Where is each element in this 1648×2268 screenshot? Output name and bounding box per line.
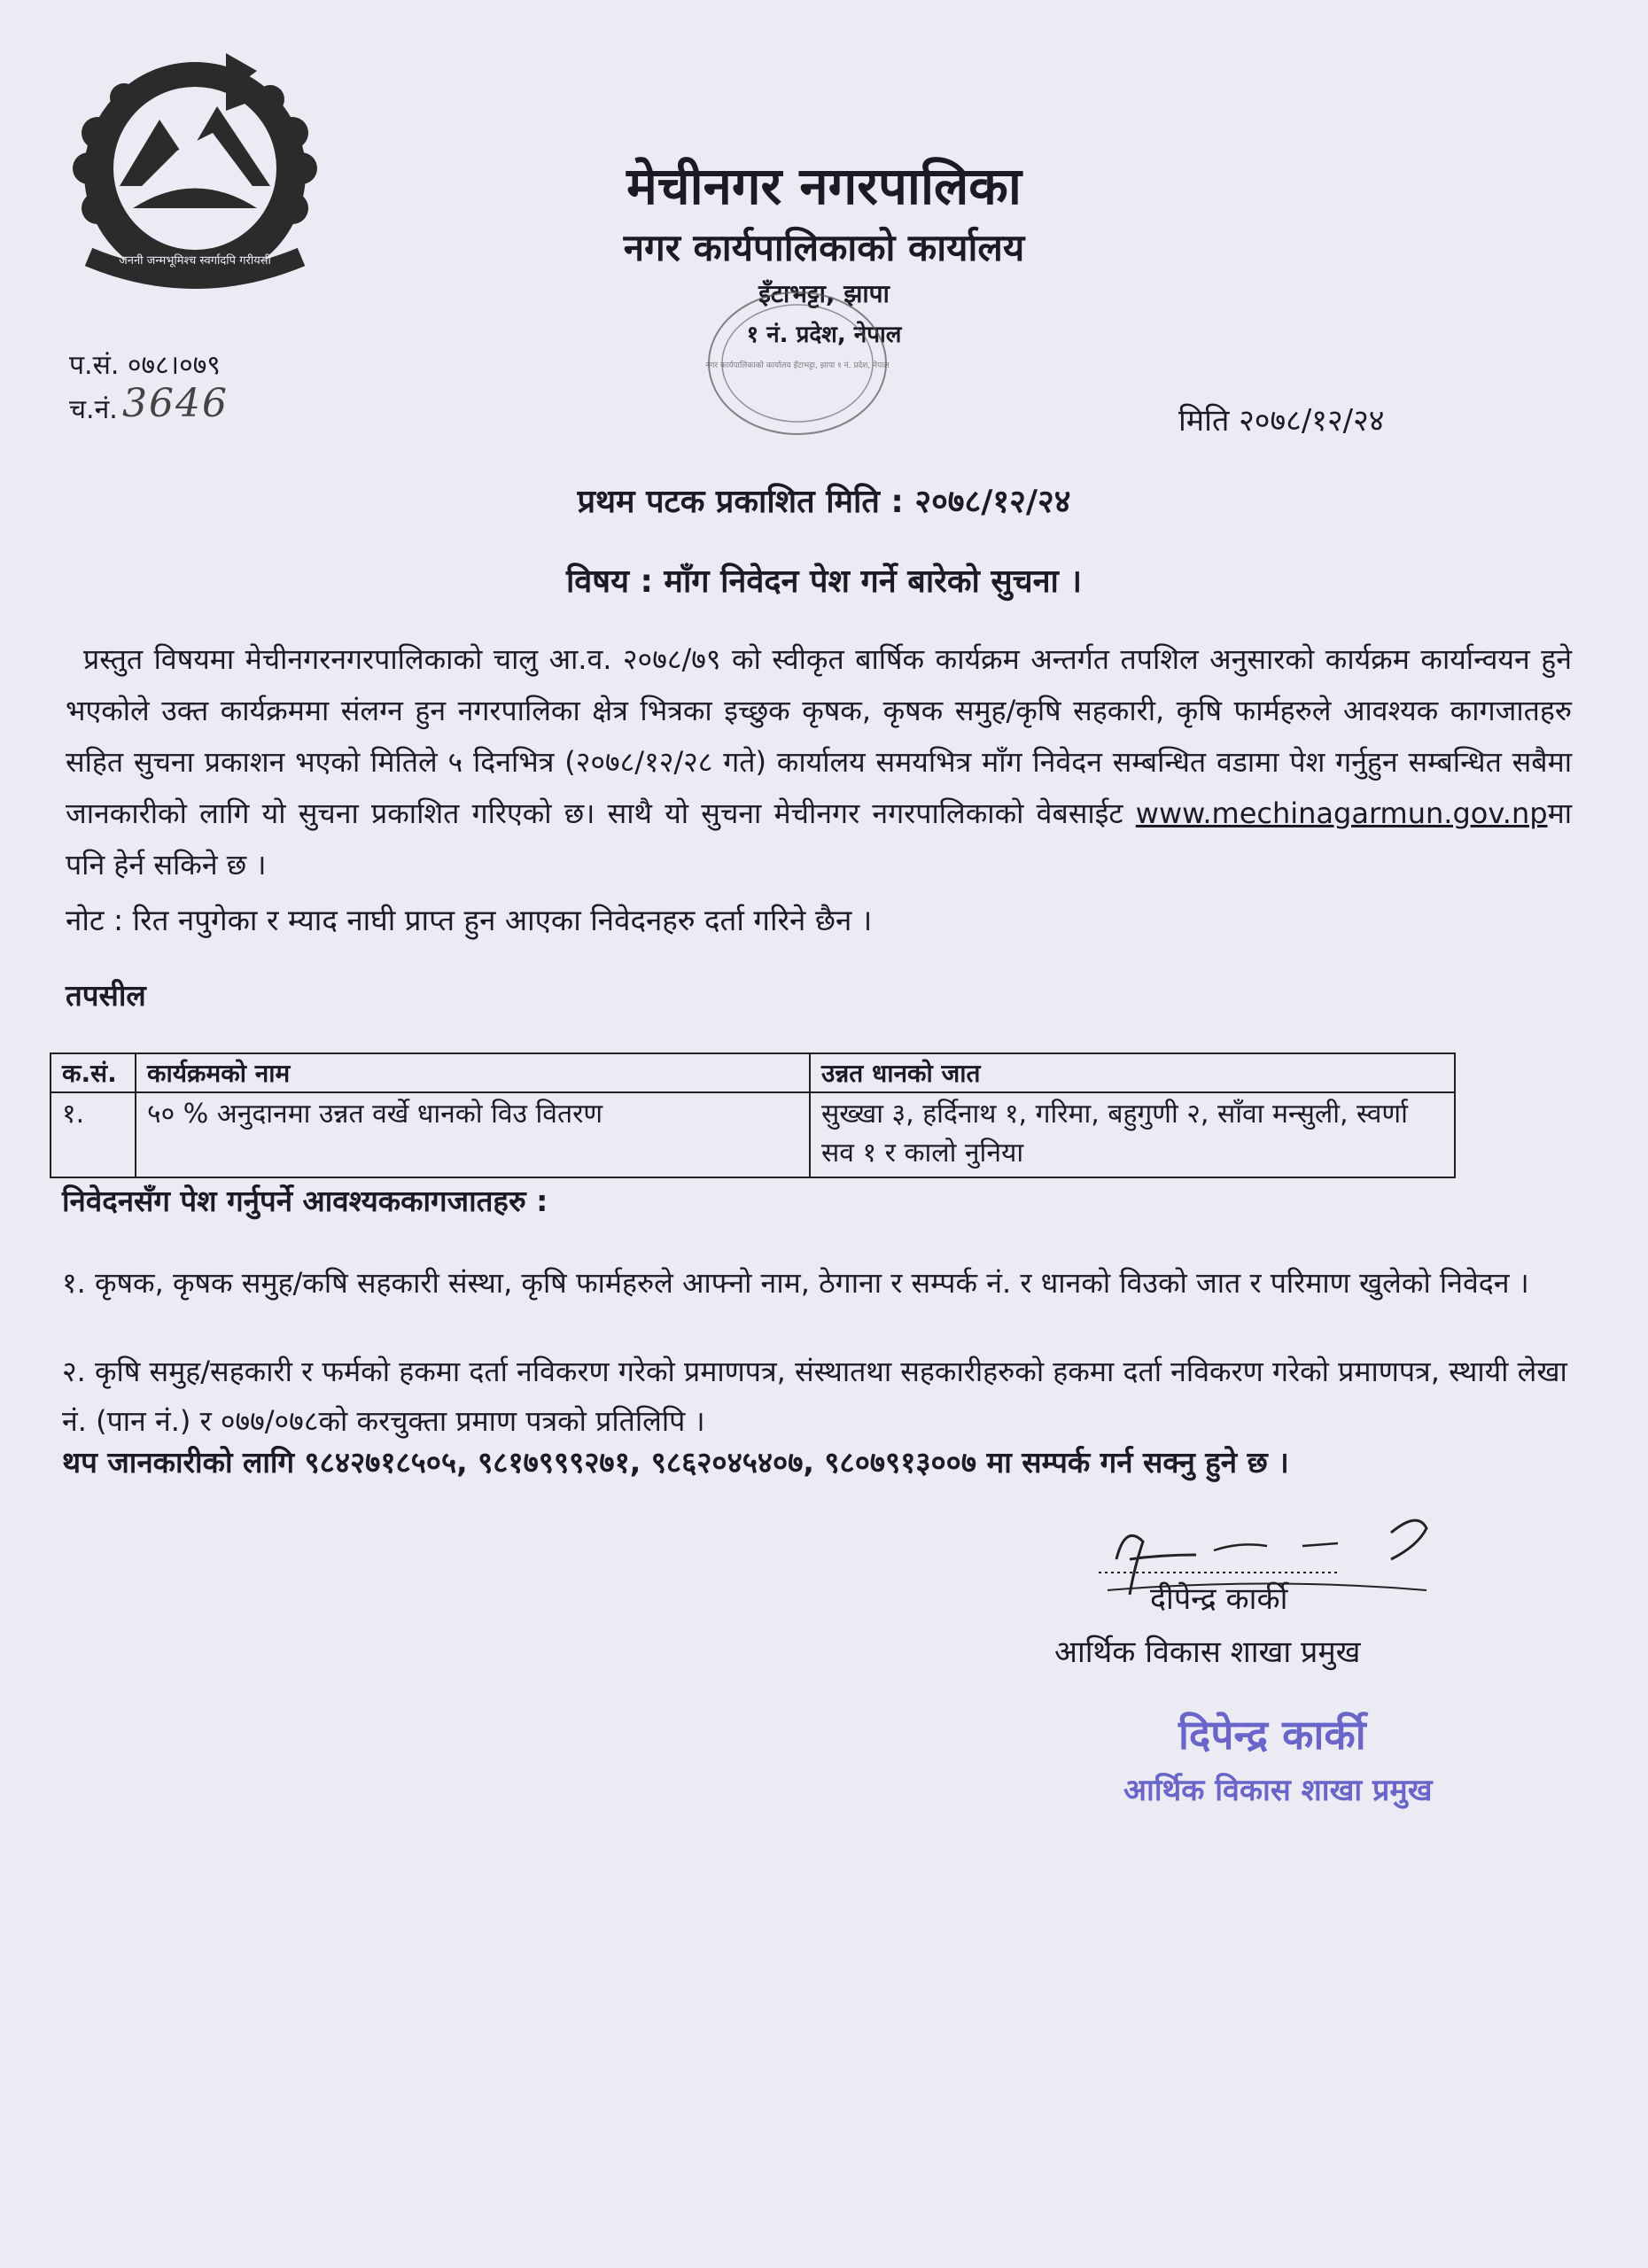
program-table bbox=[50, 1052, 1456, 1178]
cell-variety: सुख्खा ३, हर्दिनाथ १, गरिमा, बहुगुणी २, साँवा मन्सुली, स्वर्णा सव १ र कालो नुनिया bbox=[810, 1092, 1455, 1177]
published-date: प्रथम पटक प्रकाशित मिति : २०७८/१२/२४ bbox=[577, 484, 1071, 520]
office-city: इँटाभट्टा, झापा bbox=[758, 279, 890, 308]
office-stamp-icon bbox=[682, 266, 913, 452]
note-line: नोट : रित नपुगेका र म्याद नाघी प्राप्त हुन आएका निवेदनहरु दर्ता गरिने छैन । bbox=[66, 903, 873, 937]
signatory-name: दीपेन्द्र कार्की bbox=[1150, 1581, 1288, 1617]
contact-info: थप जानकारीको लागि ९८४२७१८५०५, ९८१७९९९२७१, ९८६२०४५४०७, ९८०७९१३००७ मा सम्पर्क गर्न सक्नु हुने छ । bbox=[62, 1445, 1289, 1480]
table-header-row bbox=[51, 1053, 1455, 1092]
details-heading: तपसील bbox=[66, 978, 146, 1013]
required-docs-heading: निवेदनसँग पेश गर्नुपर्ने आवश्यककागजातहरु : bbox=[62, 1184, 548, 1218]
notice-body bbox=[66, 633, 1572, 890]
seal-title: आर्थिक विकास शाखा प्रमुख bbox=[1123, 1773, 1433, 1808]
cell-serial: १. bbox=[51, 1092, 136, 1177]
list-item: १. कृषक, कृषक समुह/कषि सहकारी संस्था, कृषि फार्महरुले आफ्नो नाम, ठेगाना र सम्पर्क नं. र धानको विउको जात र परिमाण खुलेको निवेदन । bbox=[62, 1266, 1529, 1300]
office-province: १ नं. प्रदेश, नेपाल bbox=[746, 322, 902, 348]
header-serial: क.सं. bbox=[51, 1053, 136, 1092]
letter-date: मिति २०७८/१२/२४ bbox=[1178, 403, 1385, 439]
office-name: मेचीनगर नगरपालिका bbox=[626, 156, 1022, 216]
header-variety: उन्नत धानको जात bbox=[810, 1053, 1455, 1092]
svg-text:नगर कार्यपालिकाको कार्यालय इँट: नगर कार्यपालिकाको कार्यालय इँटाभट्टा, झापा १ नं. प्रदेश, नेपाल bbox=[705, 361, 890, 370]
seal-name: दिपेन्द्र कार्की bbox=[1178, 1711, 1366, 1759]
dispatch-label: च.नं. bbox=[69, 394, 118, 425]
header-program: कार्यक्रमको नाम bbox=[136, 1053, 810, 1092]
signatory-title: आर्थिक विकास शाखा प्रमुख bbox=[1054, 1635, 1361, 1670]
dispatch-number-handwritten: 3646 bbox=[122, 381, 229, 426]
reference-number: प.सं. ०७८।०७९ bbox=[69, 350, 221, 381]
body-text-end: मा पनि हेर्न सकिने छ । bbox=[66, 796, 1572, 882]
website-link[interactable]: www.mechinagarmun.gov.np bbox=[1135, 796, 1548, 830]
body-text: प्रस्तुत विषयमा मेचीनगरनगरपालिकाको चालु आ.व. २०७८/७९ को स्वीकृत बार्षिक कार्यक्रम अन्तर्गत तपशिल अनुसारको कार्यक्रम कार्यान्वयन हुने भएकोले उक्त कार्यक्रममा संलग्न हुन नगरपालिका क्षेत्र भित्रका इच्छुक कृषक, कृषक समुह/कृषि सहकारी, कृषि फार्महरुले आवश्यक कागजातहरु सहित सुचना प्रकाशन भएको मितिले ५ दिनभित्र (२०७८/१२/२८ गते) कार्यालय समयभित्र माँग निवेदन सम्बन्धित वडामा पेश गर्नुहुन सम्बन्धित सबैमा जानकारीको लागि यो सुचना प्रकाशित गरिएको छ। साथै यो सुचना मेचीनगर नगरपालिकाको वेबसाईट bbox=[66, 642, 1572, 830]
table-row bbox=[51, 1092, 1455, 1177]
cell-program: ५० % अनुदानमा उन्नत वर्खे धानको विउ वितरण bbox=[136, 1092, 810, 1177]
office-subtitle: नगर कार्यपालिकाको कार्यालय bbox=[623, 226, 1025, 269]
subject-line: विषय : माँग निवेदन पेश गर्ने बारेको सुचना । bbox=[565, 563, 1083, 600]
svg-text:जननी जन्मभूमिश्च स्वर्गादपि गर: जननी जन्मभूमिश्च स्वर्गादपि गरीयसी bbox=[119, 254, 271, 268]
list-item: २. कृषि समुह/सहकारी र फर्मको हकमा दर्ता नविकरण गरेको प्रमाणपत्र, संस्थातथा सहकारीहरुको हकमा दर्ता नविकरण गरेको प्रमाणपत्र, स्थायी लेखा नं. (पान नं.) र ०७७/०७८को करचुक्ता प्रमाण पत्रको प्रतिलिपि । bbox=[62, 1355, 1567, 1438]
